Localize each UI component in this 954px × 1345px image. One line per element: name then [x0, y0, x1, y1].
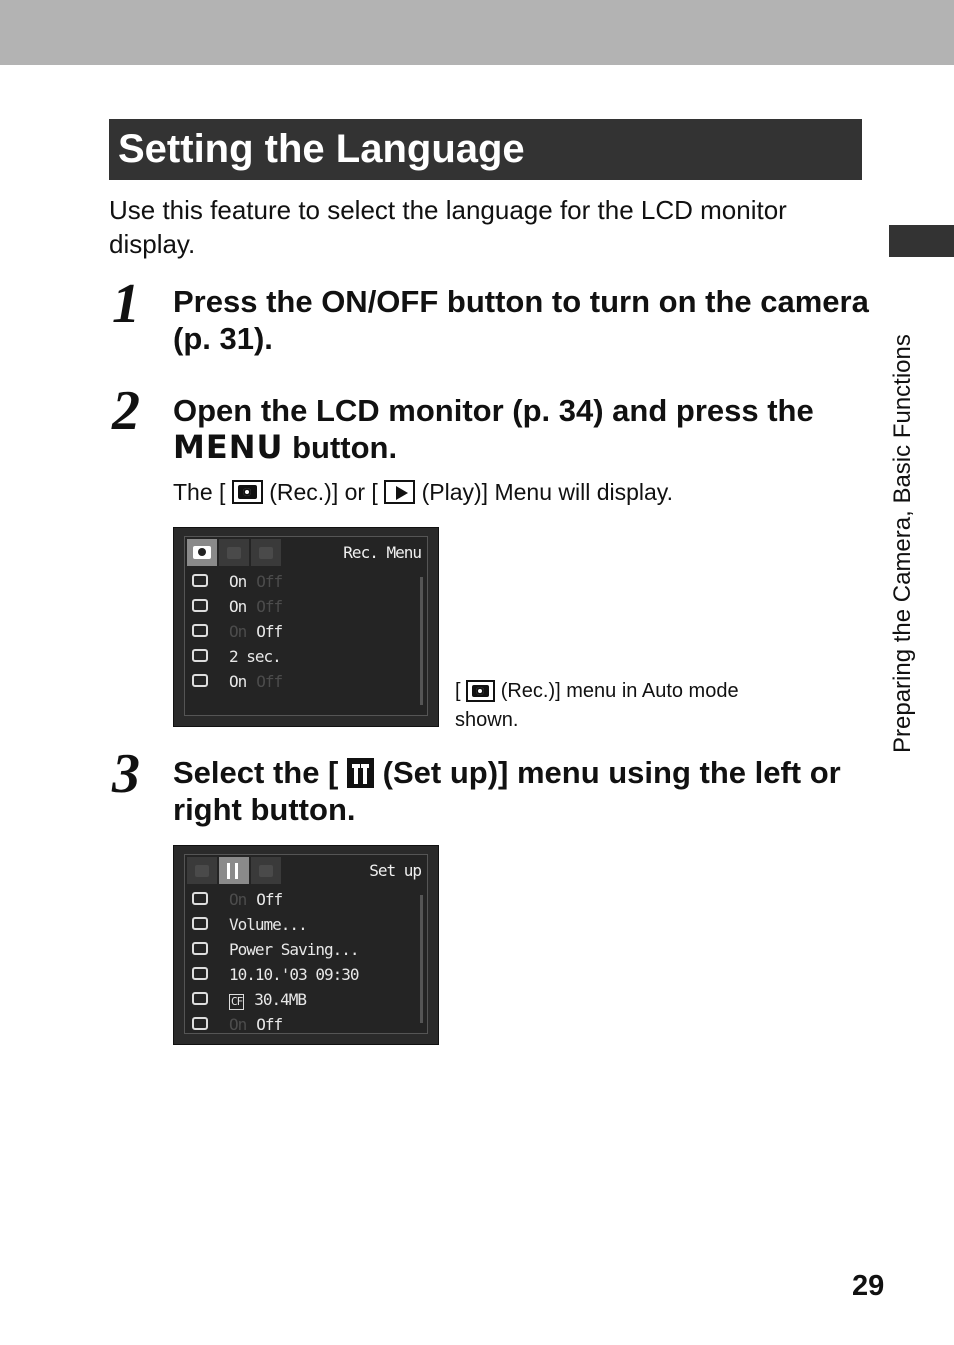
step-2-note: [173, 478, 673, 506]
volume-icon: [189, 915, 213, 933]
lcd-row: Power Saving...: [189, 938, 369, 962]
mycamera-tab-icon: [251, 857, 281, 884]
red-eye-icon: [189, 572, 213, 590]
section-label: Preparing the Camera, Basic Functions: [889, 334, 916, 753]
lcd-row: On Off: [189, 620, 292, 644]
digital-zoom-icon: [189, 622, 213, 640]
mycamera-tab-icon: [251, 539, 281, 566]
lcd-row: On Off: [189, 1013, 292, 1037]
setup-menu-screenshot: [173, 845, 439, 1045]
step-2-text-after: button.: [292, 430, 398, 465]
rec-tab-icon: [187, 539, 217, 566]
caption-prefix: [: [455, 680, 461, 702]
step-2-number: 2: [112, 380, 140, 442]
rec-menu-screenshot: [173, 527, 439, 727]
step-1-text: Press the ON/OFF button to turn on the camera (p. 31).: [173, 284, 869, 356]
note-play: (Play)] Menu will display.: [421, 479, 673, 505]
lcd-row: On Off: [189, 570, 292, 594]
lcd-row: On Off: [189, 595, 292, 619]
play-icon: [384, 480, 415, 504]
setup-tab-icon: [219, 857, 249, 884]
section-tab: [889, 225, 954, 257]
step-3-number: 3: [112, 743, 140, 805]
setup-icon: [347, 758, 374, 788]
step-2-text-before: Open the LCD monitor (p. 34) and press the: [173, 393, 814, 428]
menu-button-label: MENU: [173, 428, 284, 466]
lcd-row: On Off: [189, 670, 292, 694]
format-icon: [189, 990, 213, 1008]
rec-tab-icon: [187, 857, 217, 884]
date-time-icon: [189, 965, 213, 983]
lcd-row: 10.10.'03 09:30: [189, 963, 369, 987]
note-rec: (Rec.)] or [: [269, 479, 378, 505]
lcd-scrollbar: [420, 577, 423, 705]
camera-icon: [466, 680, 495, 702]
lcd-row: CF 30.4MB: [189, 988, 316, 1012]
screenshot-caption: [455, 677, 755, 735]
step-3-text-before: Select the [: [173, 755, 339, 790]
step-1-number: 1: [112, 273, 140, 335]
step-3-text: [173, 754, 873, 828]
af-assist-icon: [189, 597, 213, 615]
power-saving-icon: [189, 940, 213, 958]
step-3-text-after: (Set up)] menu using the left or right button.: [173, 755, 841, 827]
note-prefix: The [: [173, 479, 226, 505]
lcd-row: 2 sec.: [189, 645, 291, 669]
page-number: 29: [852, 1270, 885, 1302]
file-numbering-icon: [189, 1015, 213, 1033]
lcd-menu-title: Set up: [369, 861, 421, 880]
lcd-scrollbar: [420, 895, 423, 1023]
top-band: [0, 0, 954, 65]
mute-icon: [189, 890, 213, 908]
intro-text: Use this feature to select the language for the LCD monitor display.: [109, 195, 787, 259]
lcd-row: On Off: [189, 888, 292, 912]
page-title: Setting the Language: [109, 119, 862, 180]
lcd-row: Volume...: [189, 913, 317, 937]
review-icon: [189, 647, 213, 665]
camera-icon: [232, 480, 263, 504]
reverse-display-icon: [189, 672, 213, 690]
setup-tab-icon: [219, 539, 249, 566]
step-2-text: [173, 392, 873, 466]
caption-text: (Rec.)] menu in Auto mode shown.: [455, 680, 739, 731]
lcd-menu-title: Rec. Menu: [343, 543, 421, 562]
